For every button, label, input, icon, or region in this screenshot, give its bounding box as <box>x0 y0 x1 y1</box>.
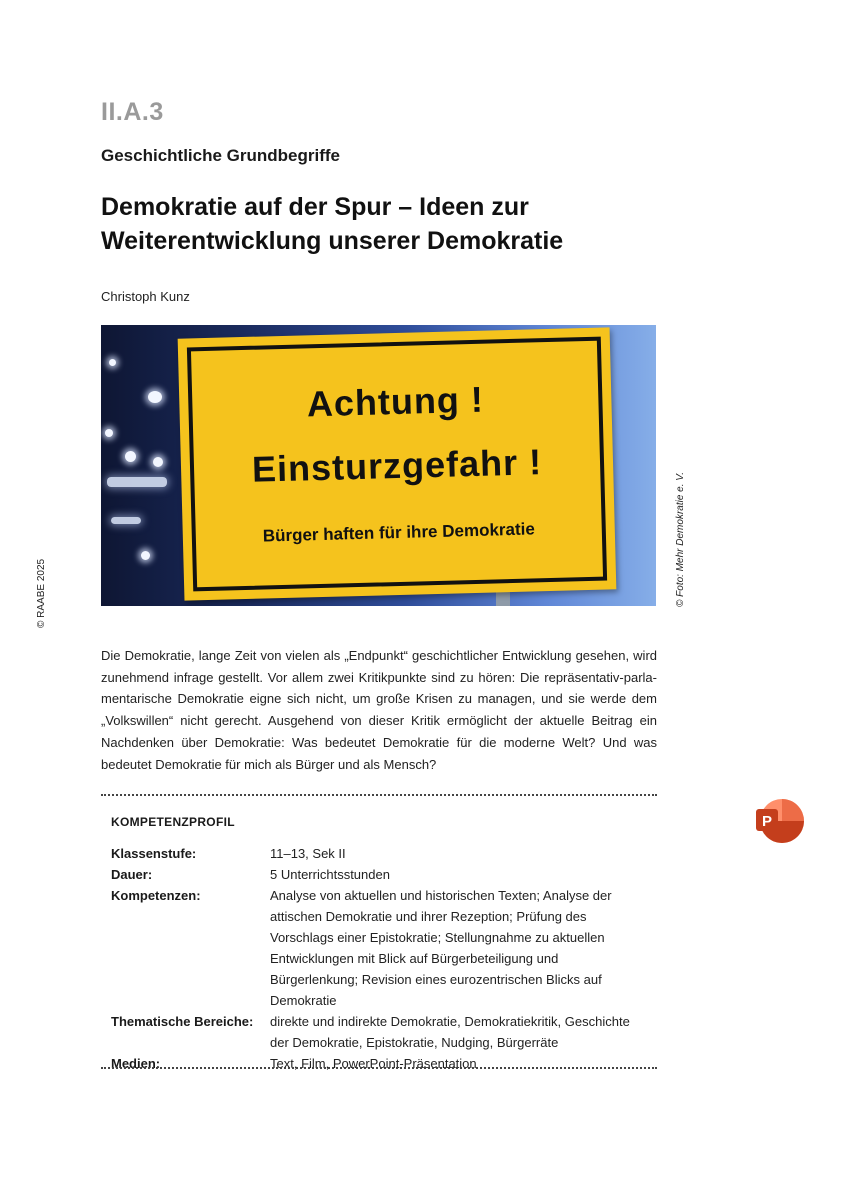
profile-value: Text, Film, PowerPoint-Präsentation <box>270 1056 477 1071</box>
bokeh-light <box>105 429 113 437</box>
category-heading: Geschichtliche Grundbegriffe <box>101 146 340 165</box>
sign-text-subline: Bürger haften für ihre Demokratie <box>262 519 536 546</box>
cover-photo <box>101 325 656 606</box>
bokeh-light <box>125 451 136 462</box>
powerpoint-letter: P <box>761 813 773 830</box>
profile-row-competences <box>111 885 651 1011</box>
section-code: II.A.3 <box>101 98 164 126</box>
author: Christoph Kunz <box>101 289 190 304</box>
photo-credit: © Foto: Mehr Demokratie e. V. <box>675 471 686 607</box>
profile-row-topics <box>111 1011 651 1053</box>
bokeh-light <box>141 551 150 560</box>
light-streak <box>107 477 167 487</box>
profile-value: direkte und indirekte Demokratie, Demokratiekritik, Geschichte der Demokratie, Epistokratie, Nudging, Bürgerräte <box>270 1014 630 1050</box>
profile-row-grade <box>111 843 651 864</box>
page-title <box>101 190 661 258</box>
profile-row-duration <box>111 864 651 885</box>
powerpoint-icon-graphic <box>756 798 804 844</box>
dotted-divider <box>101 1067 657 1069</box>
profile-value: Analyse von aktuellen und historischen Texten; Analyse der attischen Demokratie und ihrer Rezeption; Prüfung des Vorschlags einer Epistokratie; Stellungnahme zu aktuellen Entwicklungen mit Blick auf Bürgerbeteiligung und Bürgerlenkung; Revision eines eurozentrischen Blicks auf Demokratie <box>270 888 612 1008</box>
profile-label: Medien: <box>111 1056 161 1071</box>
profile-value: 11–13, Sek II <box>270 846 346 861</box>
light-streak <box>111 517 141 524</box>
bokeh-light <box>148 391 162 403</box>
bokeh-light <box>109 359 116 366</box>
copyright-notice: © RAABE 2025 <box>36 558 47 628</box>
title-line-2: Weiterentwicklung unserer Demokratie <box>101 227 564 255</box>
profile-heading: KOMPETENZPROFIL <box>111 815 235 829</box>
powerpoint-icon[interactable] <box>756 798 804 844</box>
profile-label: Klassenstufe: <box>111 846 197 861</box>
profile-value: 5 Unterrichtsstunden <box>270 867 390 882</box>
sign-text-einsturzgefahr: Einsturzgefahr ! <box>251 441 543 490</box>
intro-paragraph: Die Demokratie, lange Zeit von vielen als „Endpunkt“ geschichtlicher Entwicklung gesehen, wird zunehmend infrage gestellt. Vor allem zwei Kritikpunkte sind zu hören: Die repräsentativ-parlamentarische Demokratie eigne sich nicht, um große Krisen zu managen, und sie werde dem „Volkswillen“ nicht gerecht. Ausgehend von dieser Kritik ermöglicht der aktuelle Beitrag ein Nachdenken über Demokratie: Was bedeutet Demokratie für die moderne Welt? Und was bedeutet Demokratie für mich als Bürger und als Mensch? <box>101 648 657 772</box>
dotted-divider <box>101 794 657 796</box>
competence-profile <box>111 843 651 1074</box>
profile-label: Dauer: <box>111 867 153 882</box>
profile-label: Kompetenzen: <box>111 888 201 903</box>
bokeh-light <box>153 457 163 467</box>
warning-sign <box>178 327 617 600</box>
profile-label: Thematische Bereiche: <box>111 1014 254 1029</box>
title-line-1: Demokratie auf der Spur – Ideen zur <box>101 193 529 221</box>
sign-text-achtung: Achtung ! <box>306 378 485 425</box>
profile-row-media <box>111 1053 651 1074</box>
